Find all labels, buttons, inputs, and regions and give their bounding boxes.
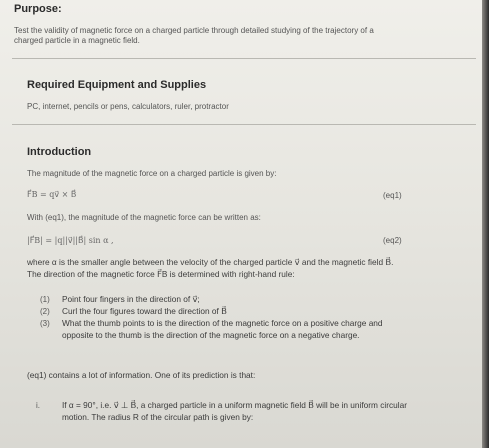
equation-2-tag: (eq2): [383, 236, 402, 245]
introduction-heading: Introduction: [27, 146, 92, 158]
photo-edge-shadow: [482, 0, 489, 448]
intro-text-line-1: The magnitude of the magnetic force on a charged particle is given by:: [27, 169, 277, 178]
rule-number: (3): [40, 319, 50, 328]
intro-text-line-3: where α is the smaller angle between the velocity of the charged particle v⃗ and the magnetic field B⃗.: [27, 257, 394, 267]
equation-1: F⃗B = qv⃗ × B⃗: [27, 190, 77, 199]
intro-text-line-5: (eq1) contains a lot of information. One of its prediction is that:: [27, 370, 256, 380]
rule-text-continuation: opposite to the thumb is the direction of the magnetic force on a negative charge.: [62, 330, 360, 340]
intro-text-line-2: With (eq1), the magnitude of the magnetic force can be written as:: [27, 213, 261, 222]
purpose-text-line-1: Test the validity of magnetic force on a charged particle through detailed studying of the trajectory of a: [14, 26, 374, 35]
intro-text-line-4: The direction of the magnetic force F⃗B is determined with right-hand rule:: [27, 269, 295, 279]
rule-text: Curl the four figures toward the direction of B⃗: [62, 306, 227, 316]
equation-1-tag: (eq1): [383, 191, 402, 200]
rule-number: (2): [40, 307, 50, 316]
purpose-heading: Purpose:: [14, 3, 62, 15]
equipment-heading: Required Equipment and Supplies: [27, 79, 207, 91]
section-divider: [12, 124, 476, 125]
section-divider: [12, 58, 476, 59]
equation-2: |F⃗B| = |q||v⃗||B⃗| sin α ,: [27, 236, 114, 245]
rule-text: Point four fingers in the direction of v⃗;: [62, 294, 200, 304]
rule-text: What the thumb points to is the direction of the magnetic force on a positive charge and: [62, 318, 383, 328]
prediction-text-line-1: If α = 90°, i.e. v⃗ ⊥ B⃗, a charged particle in a uniform magnetic field B⃗ will be in uniform circular: [62, 400, 407, 410]
equipment-text: PC, internet, pencils or pens, calculators, ruler, protractor: [27, 102, 229, 111]
rule-number: (1): [40, 295, 50, 304]
prediction-text-line-2: motion. The radius R of the circular path is given by:: [62, 412, 254, 422]
prediction-number: i.: [36, 401, 40, 410]
purpose-text-line-2: charged particle in a magnetic field.: [14, 36, 140, 45]
